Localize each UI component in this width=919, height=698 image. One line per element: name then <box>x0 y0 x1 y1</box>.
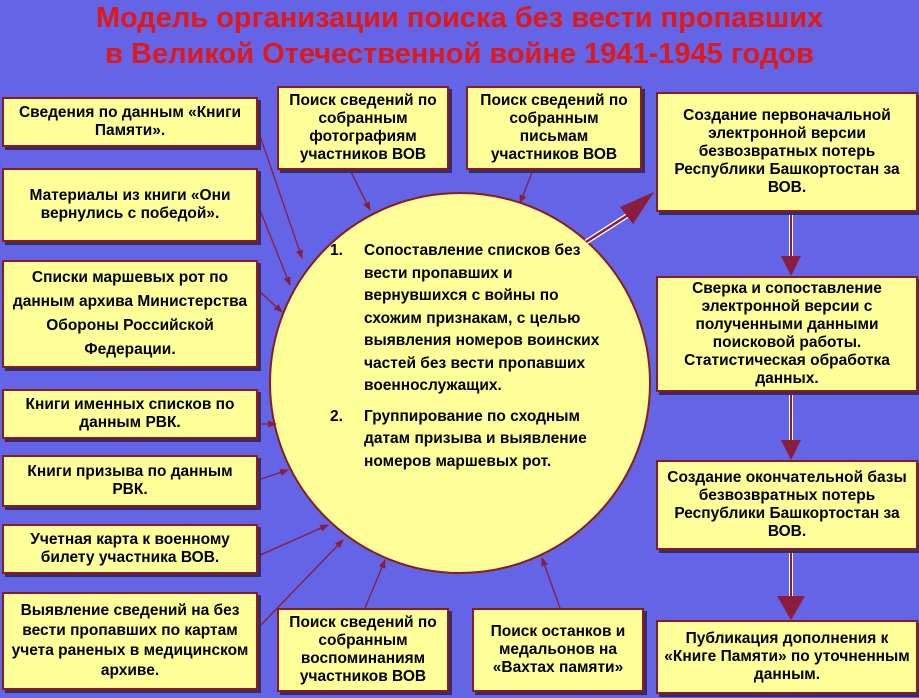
source-rvk-conscription <box>2 455 258 507</box>
center-item-number: 2. <box>330 407 343 425</box>
center-process-list <box>330 240 600 473</box>
source-text: Поиск сведений по собранным воспоминаниям участников ВОВ <box>289 614 437 685</box>
source-text: Книги призыва по данным РВК. <box>27 463 233 498</box>
source-book-of-memory <box>2 97 258 147</box>
step-reconciliation <box>656 276 918 392</box>
step-text: Публикация дополнения к «Книге Памяти» по уточненным данным. <box>664 630 910 683</box>
source-text: Поиск останков и медальонов на «Вахтах памяти» <box>490 623 626 676</box>
arrow-top-1 <box>350 170 370 210</box>
arrow-left-5 <box>258 470 288 480</box>
center-item-2 <box>330 406 600 474</box>
step-final-database <box>656 460 918 550</box>
source-medical-archive <box>2 592 258 690</box>
source-photos <box>277 86 449 170</box>
step-text: Сверка и сопоставление электронной версии с полученными данными поисковой работы. Статистическая обработка данных. <box>684 280 890 387</box>
source-letters <box>466 86 642 170</box>
arrow-bottom-2 <box>542 558 560 608</box>
center-item-1 <box>330 240 600 398</box>
step-initial-electronic-version <box>656 92 918 212</box>
step-publication <box>656 620 918 694</box>
source-search-watch <box>472 608 644 692</box>
arrow-to-process <box>586 192 654 242</box>
arrow-left-3 <box>258 290 282 312</box>
source-text: Поиск сведений по собранным письмам участников ВОВ <box>480 92 628 163</box>
source-text: Поиск сведений по собранным фотографиям участников ВОВ <box>289 92 437 163</box>
source-returned-with-victory <box>2 168 258 242</box>
title-line-2: в Великой Отечественной войне 1941-1945 годов <box>105 38 814 70</box>
source-text: Сведения по данным «Книги Памяти». <box>18 104 242 139</box>
arrow-left-2 <box>258 205 290 285</box>
source-text: Учетная карта к военному билету участника ВОВ. <box>30 531 230 566</box>
step-text: Создание окончательной базы безвозвратных потерь Республики Башкортостан за ВОВ. <box>667 469 907 540</box>
source-text: Выявление сведений на без вести пропавших по картам учета раненых в медицинском архиве. <box>11 602 249 679</box>
center-item-number: 1. <box>330 242 343 259</box>
step-text: Создание первоначальной электронной версии безвозвратных потерь Республики Башкортостан за ВОВ. <box>674 107 900 196</box>
source-memories <box>277 608 449 692</box>
source-military-card <box>2 524 258 574</box>
source-text: Материалы из книги «Они вернулись с победой». <box>29 187 231 222</box>
center-item-text: Сопоставление списков без вести пропавших и вернувшихся с войны по схожим признакам, с целью выявления номеров воинских частей без вести пропавших военнослужащих. <box>364 242 600 394</box>
arrow-left-6 <box>258 525 328 556</box>
source-text: Списки маршевых рот по данным архива Министерства Обороны Российской Федерации. <box>12 269 248 358</box>
title-line-1: Модель организации поиска без вести пропавших <box>95 2 824 34</box>
arrow-bottom-1 <box>365 560 385 608</box>
source-march-companies <box>2 260 258 368</box>
arrow-top-2 <box>520 165 535 203</box>
source-text: Книги именных списков по данным РВК. <box>25 396 235 431</box>
source-rvk-name-lists <box>2 389 258 439</box>
center-item-text: Группирование по сходным датам призыва и выявление номеров маршевых рот. <box>364 407 587 470</box>
flow-arrows <box>777 212 805 620</box>
